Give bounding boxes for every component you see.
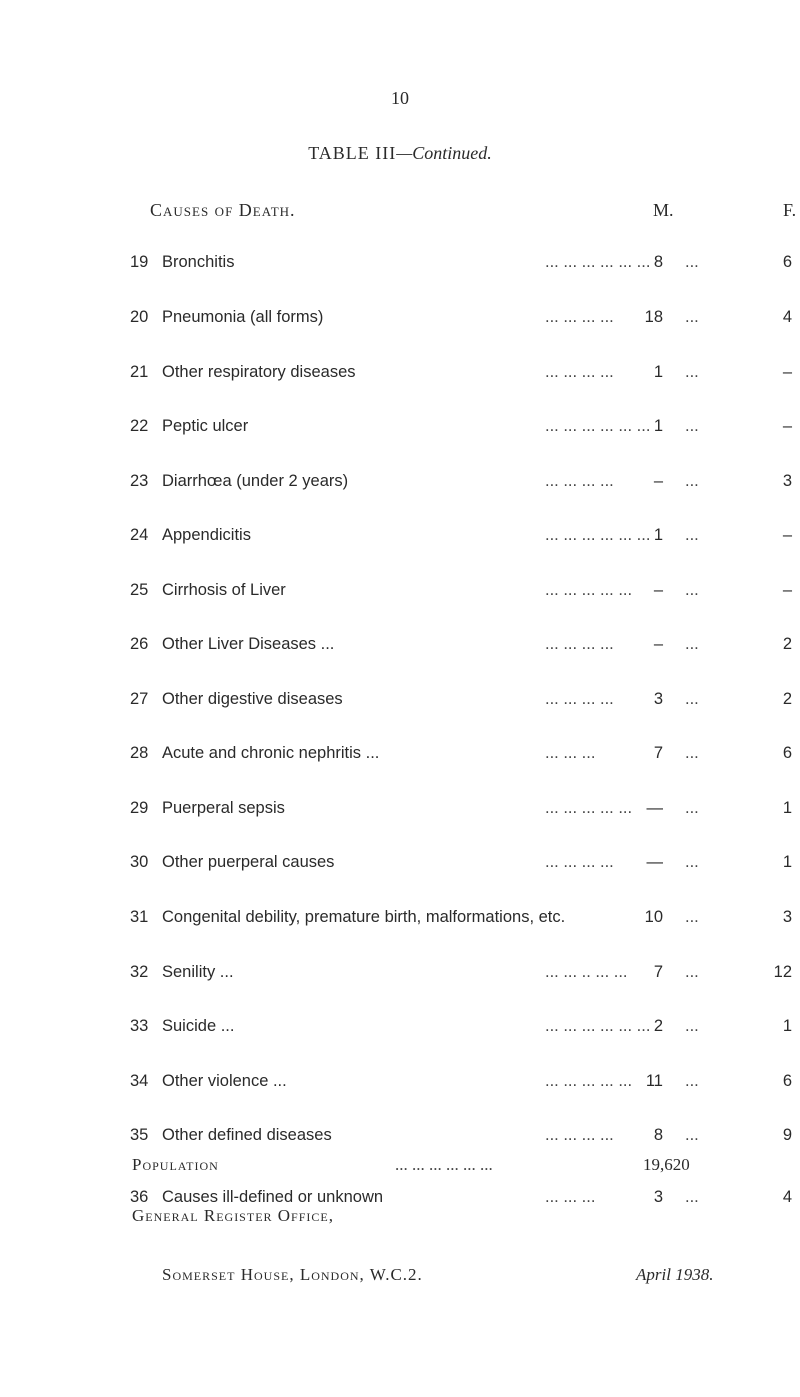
female-count: 1 bbox=[782, 1017, 792, 1035]
table-row bbox=[0, 1013, 800, 1039]
female-count: 6 bbox=[782, 253, 792, 271]
table-row bbox=[0, 577, 800, 603]
leader-dots-short: ... bbox=[685, 1126, 699, 1144]
table-title-label: TABLE III bbox=[308, 143, 397, 163]
leader-dots-short: ... bbox=[685, 253, 699, 271]
table-row bbox=[0, 631, 800, 657]
heading-causes: Causes of Death. bbox=[150, 200, 296, 220]
leader-dots-short: ... bbox=[685, 690, 699, 708]
cause-name: Acute and chronic nephritis ... bbox=[162, 744, 380, 762]
leader-dots: ... ... ... ... ... bbox=[545, 799, 633, 817]
report-date bbox=[636, 1265, 713, 1285]
row-number: 33 bbox=[130, 1017, 149, 1035]
female-count: 3 bbox=[782, 908, 792, 926]
leader-dots: ... ... ... ... bbox=[545, 1126, 614, 1144]
female-count: 1 bbox=[782, 799, 792, 817]
leader-dots: ... ... ... bbox=[545, 1188, 596, 1206]
male-count: 8 bbox=[653, 1126, 663, 1144]
table-row bbox=[0, 522, 800, 548]
row-number: 26 bbox=[130, 635, 149, 653]
leader-dots: ... ... ... ... ... ... bbox=[545, 417, 651, 435]
row-number: 21 bbox=[130, 363, 149, 381]
leader-dots-short: ... bbox=[685, 526, 699, 544]
table-row bbox=[0, 849, 800, 875]
male-count: – bbox=[653, 581, 663, 599]
heading-female: F. bbox=[783, 200, 797, 220]
cause-name: Cirrhosis of Liver bbox=[162, 581, 286, 599]
row-number: 30 bbox=[130, 853, 149, 871]
male-count: 7 bbox=[653, 963, 663, 981]
row-number: 20 bbox=[130, 308, 149, 326]
leader-dots: ... ... ... ... ... bbox=[545, 581, 633, 599]
table-row bbox=[0, 904, 800, 930]
table-row bbox=[0, 304, 800, 330]
table-row bbox=[0, 413, 800, 439]
population-dots: ... ... ... ... ... ... bbox=[395, 1155, 493, 1174]
male-count: 1 bbox=[653, 417, 663, 435]
male-count: 3 bbox=[653, 690, 663, 708]
female-count: 1 bbox=[782, 853, 792, 871]
leader-dots-short: ... bbox=[685, 417, 699, 435]
leader-dots: ... ... ... ... bbox=[545, 363, 614, 381]
male-count: 10 bbox=[644, 908, 663, 926]
male-count: 3 bbox=[653, 1188, 663, 1206]
cause-name: Other violence ... bbox=[162, 1072, 287, 1090]
female-count: 2 bbox=[782, 690, 792, 708]
row-number: 25 bbox=[130, 581, 149, 599]
row-number: 23 bbox=[130, 472, 149, 490]
leader-dots: ... ... ... ... bbox=[545, 308, 614, 326]
row-number: 24 bbox=[130, 526, 149, 544]
heading-male: M. bbox=[653, 200, 674, 220]
leader-dots: ... ... ... ... bbox=[545, 853, 614, 871]
cause-name: Pneumonia (all forms) bbox=[162, 308, 324, 326]
row-number: 27 bbox=[130, 690, 149, 708]
male-count: — bbox=[646, 799, 663, 817]
row-number: 28 bbox=[130, 744, 149, 762]
row-number: 19 bbox=[130, 253, 149, 271]
leader-dots-short: ... bbox=[685, 635, 699, 653]
row-number: 29 bbox=[130, 799, 149, 817]
male-count: – bbox=[653, 635, 663, 653]
leader-dots: ... ... ... ... ... ... bbox=[545, 1017, 651, 1035]
female-count: 6 bbox=[782, 1072, 792, 1090]
leader-dots-short: ... bbox=[685, 1072, 699, 1090]
female-count: 4 bbox=[782, 1188, 792, 1206]
table-row bbox=[0, 359, 800, 385]
leader-dots-short: ... bbox=[685, 308, 699, 326]
leader-dots: ... ... ... ... bbox=[545, 635, 614, 653]
female-count: 4 bbox=[782, 308, 792, 326]
cause-name: Other defined diseases bbox=[162, 1126, 332, 1144]
male-count: – bbox=[653, 472, 663, 490]
cause-name: Bronchitis bbox=[162, 253, 235, 271]
office-address: Somerset House, London, W.C.2. bbox=[162, 1265, 423, 1284]
cause-name: Other puerperal causes bbox=[162, 853, 335, 871]
table-row bbox=[0, 249, 800, 275]
cause-name: Peptic ulcer bbox=[162, 417, 249, 435]
female-count: – bbox=[782, 581, 792, 599]
report-date-text: April 1938. bbox=[636, 1265, 714, 1284]
leader-dots-short: ... bbox=[685, 363, 699, 381]
female-count: – bbox=[782, 526, 792, 544]
row-number: 22 bbox=[130, 417, 149, 435]
leader-dots: ... ... ... ... ... ... bbox=[545, 253, 651, 271]
male-count: 2 bbox=[653, 1017, 663, 1035]
leader-dots-short: ... bbox=[685, 963, 699, 981]
cause-name: Diarrhœa (under 2 years) bbox=[162, 472, 349, 490]
female-count: 2 bbox=[782, 635, 792, 653]
male-count: 11 bbox=[645, 1072, 663, 1090]
row-number: 36 bbox=[130, 1188, 149, 1206]
column-headings bbox=[0, 200, 800, 224]
table-row bbox=[0, 1122, 800, 1148]
cause-name: Senility ... bbox=[162, 963, 234, 981]
female-count: 9 bbox=[782, 1126, 792, 1144]
leader-dots-short: ... bbox=[685, 1188, 699, 1206]
male-count: 8 bbox=[653, 253, 663, 271]
cause-name: Appendicitis bbox=[162, 526, 251, 544]
cause-name: Other respiratory diseases bbox=[162, 363, 356, 381]
table-row bbox=[0, 740, 800, 766]
female-count: 6 bbox=[782, 744, 792, 762]
row-number: 31 bbox=[130, 908, 149, 926]
row-number: 35 bbox=[130, 1126, 149, 1144]
leader-dots-short: ... bbox=[685, 799, 699, 817]
row-number: 34 bbox=[130, 1072, 149, 1090]
leader-dots: ... ... ... ... ... ... bbox=[545, 526, 651, 544]
cause-name: Other digestive diseases bbox=[162, 690, 343, 708]
leader-dots: ... ... ... ... bbox=[545, 472, 614, 490]
population-value: 19,620 bbox=[643, 1155, 690, 1174]
male-count: — bbox=[646, 853, 663, 871]
male-count: 18 bbox=[644, 308, 663, 326]
row-number: 32 bbox=[130, 963, 149, 981]
leader-dots-short: ... bbox=[685, 472, 699, 490]
table-row bbox=[0, 1184, 800, 1210]
leader-dots: ... ... ... ... bbox=[545, 690, 614, 708]
cause-name: Puerperal sepsis bbox=[162, 799, 285, 817]
table-row bbox=[0, 959, 800, 985]
female-count: – bbox=[782, 363, 792, 381]
cause-name: Suicide ... bbox=[162, 1017, 235, 1035]
cause-name: Other Liver Diseases ... bbox=[162, 635, 335, 653]
table-title bbox=[0, 143, 800, 164]
cause-name: Congenital debility, premature birth, malformations, etc. bbox=[162, 908, 566, 926]
cause-name: Causes ill-defined or unknown bbox=[162, 1188, 384, 1206]
leader-dots-short: ... bbox=[685, 744, 699, 762]
population-row bbox=[0, 1152, 800, 1178]
table-title-continued: —Continued. bbox=[396, 143, 492, 163]
leader-dots-short: ... bbox=[685, 581, 699, 599]
female-count: 12 bbox=[773, 963, 792, 981]
leader-dots-short: ... bbox=[685, 853, 699, 871]
male-count: 1 bbox=[653, 363, 663, 381]
leader-dots-short: ... bbox=[685, 908, 699, 926]
leader-dots-short: ... bbox=[685, 1017, 699, 1035]
page-number: 10 bbox=[391, 88, 409, 108]
table-row bbox=[0, 795, 800, 821]
table-row bbox=[0, 1068, 800, 1094]
male-count: 7 bbox=[653, 744, 663, 762]
male-count: 1 bbox=[653, 526, 663, 544]
table-row bbox=[0, 468, 800, 494]
leader-dots: ... ... .. ... ... bbox=[545, 963, 628, 981]
table-row bbox=[0, 686, 800, 712]
register-office: General Register Office, bbox=[132, 1206, 334, 1225]
female-count: 3 bbox=[782, 472, 792, 490]
population-label: Population bbox=[132, 1155, 219, 1174]
leader-dots: ... ... ... ... ... bbox=[545, 1072, 633, 1090]
female-count: – bbox=[782, 417, 792, 435]
leader-dots: ... ... ... bbox=[545, 744, 596, 762]
